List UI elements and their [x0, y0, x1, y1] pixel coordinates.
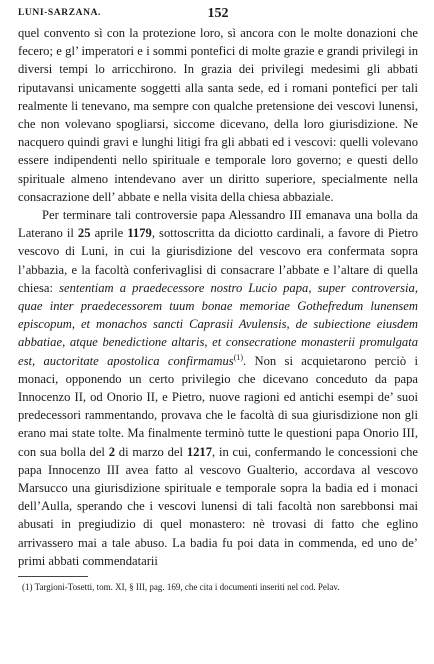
- text-segment: 1179: [127, 226, 152, 241]
- body-text: [18, 24, 418, 570]
- text-segment: 2: [108, 444, 115, 459]
- page-number: 152: [207, 6, 229, 21]
- text-segment: , sottoscritta da diciotto cardinali, a favore di Pietro vescovo di Luni, in cui la giurisdizione del vescovo era confermata sopra l’abbazia, e la facoltà conferivaglisi di consacrare l’abbate e l’altare di quella chiesa:: [18, 226, 419, 295]
- text-segment: Per terminare tali controversie papa Alessandro III emanava una bolla da Laterano il: [18, 208, 418, 241]
- text-segment: di marzo del: [115, 444, 187, 459]
- text-segment: aprile: [90, 226, 128, 241]
- footnote: (1) Targioni-Tosetti, tom. XI, § III, pag. 169, che cita i documenti inseriti nel cod. Pelav.: [22, 582, 340, 593]
- running-head: LUNI-SARZANA.: [18, 8, 102, 18]
- footnote-rule: [18, 576, 88, 577]
- paragraph: [18, 206, 418, 570]
- text-segment: sententiam a praedecessore nostro Lucio papa, super controversia, quae inter praedecessorem tuum bonae memoriae Gothefredum lunensem episcopum, et monachos sancti Caprasii Avulensis, de subiectione eiusdem abbatiae, atque benedictione altaris, et consecratione monasterii promulgata est, auctoritate apostolica confirmamus: [18, 280, 418, 368]
- text-segment: , in cui, confermando le concessioni che papa Innocenzo III avea fatto al vescovo Gualterio, accordava al vescovo Marsucco una giurisdizione spirituale e temporale sopra la badia ed i monaci dell’Aulla, sperando che i vescovi lunensi di tali facoltà non sarebbonsi mai abusati in pregiudizio di quel monastero: nè trovasi di fatto che eglino arrivassero mai a tale abuso. La badia fu poi data in commenda, ed uno de’ primi abbati commendatarii: [18, 444, 418, 568]
- text-segment: 25: [77, 226, 91, 241]
- text-segment: quel convento sì con la protezione loro, sì ancora con le molte donazioni che fecero; e gl’ imperatori e i sommi pontefici di molte grazie e grandi privilegi in diversi tempi lo arricchirono. In grazia dei privilegi medesimi gli abbati riputavansi unicamente soggetti alla santa sede, ed i romani pontefici per tali realmente li tenevano, ma sempre con qualche pretensione dei vescovi lunensi, che non volevano spogliarsi, siccome dicevano, della loro giurisdizione. Ne nacquero quindi gravi e lunghi litigi fra gli abbati ed i vescovi: quelli volevano essere indipendenti nello spirituale e temporale loro governo; e questi dello spirituale almeno intendevano aver un diritto superiore, specialmente nella consacrazione dell’ abbate e nella visita della chiesa abbaziale.: [18, 26, 418, 204]
- paragraph: [18, 24, 418, 206]
- text-segment: . Non si acquietarono perciò i monaci, opponendo un certo privilegio che dicevano conceduto da papa Innocenzo II, od Onorio II, e Pietro, nuove ragioni ed antichi esempi de’ suoi predecessori rammentando, provava che le facoltà di sua giurisdizione non gli erano mai state tolte. Ma finalmente terminò tutte le questioni papa Onorio III, con sua bolla del: [18, 353, 418, 459]
- footnote-ref: (1): [233, 352, 244, 362]
- page-header: [18, 6, 418, 24]
- text-segment: 1217: [186, 444, 212, 459]
